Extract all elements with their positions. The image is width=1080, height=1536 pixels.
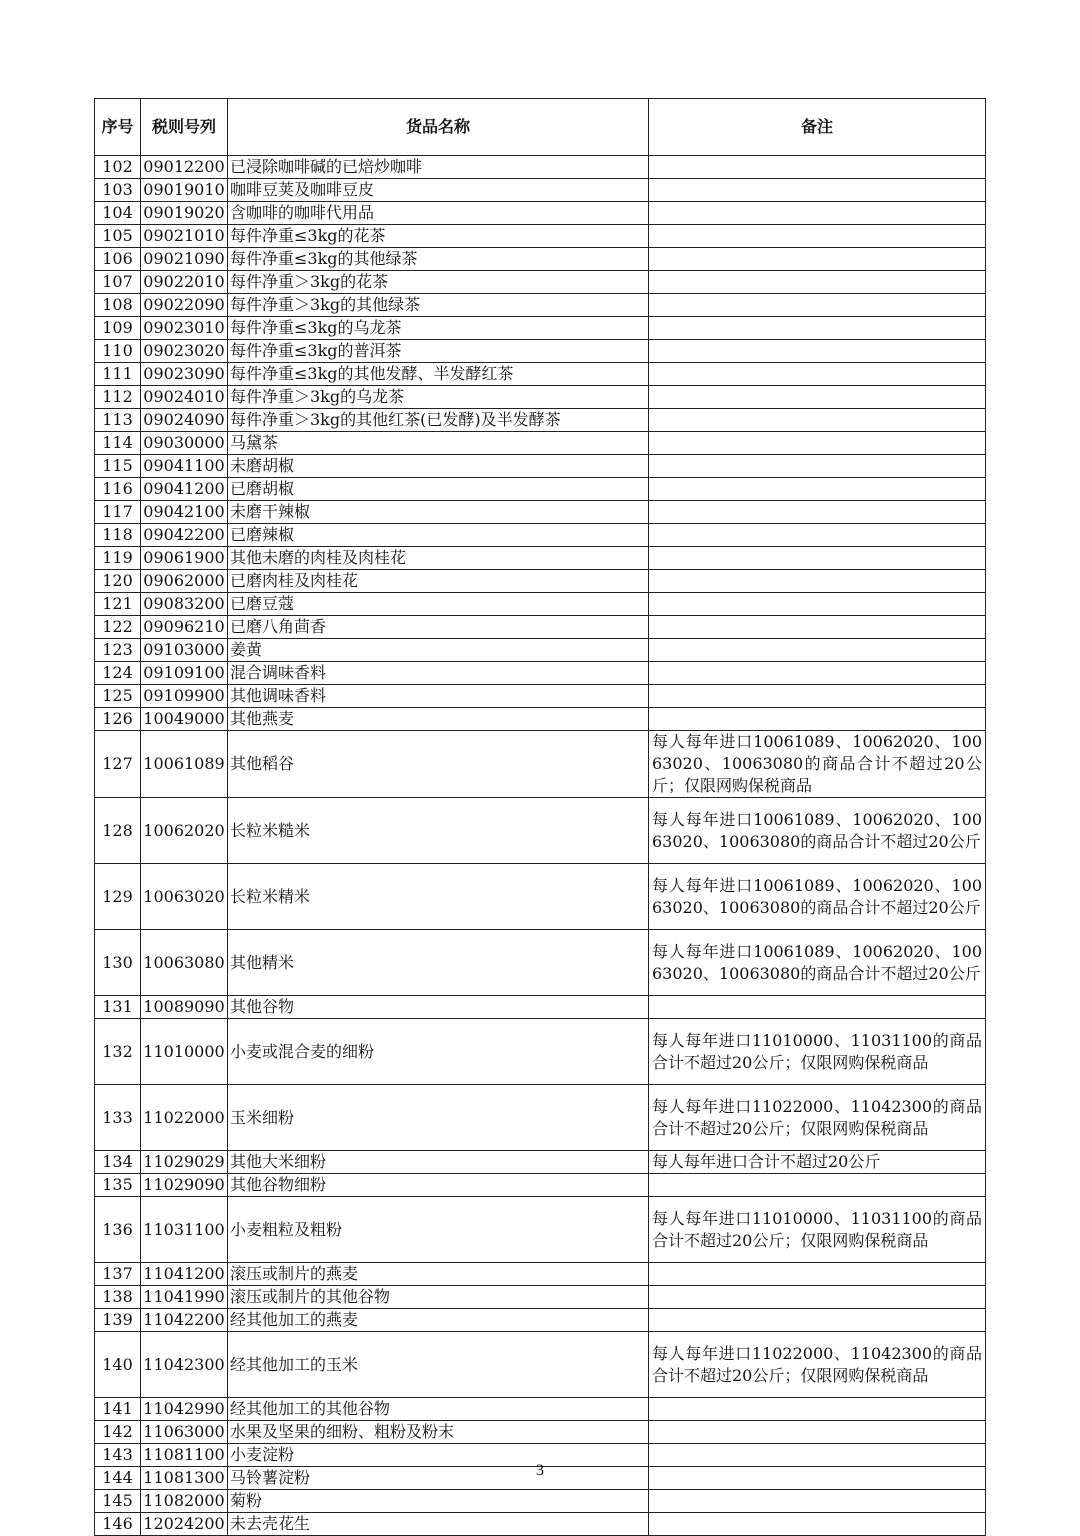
table-row xyxy=(95,455,986,478)
cell-tariff-code: 09024010 xyxy=(141,386,228,409)
cell-tariff-code: 09021090 xyxy=(141,248,228,271)
cell-tariff-code: 10049000 xyxy=(141,708,228,731)
cell-tariff-code: 11042200 xyxy=(141,1309,228,1332)
table-row xyxy=(95,639,986,662)
cell-goods-name: 已磨胡椒 xyxy=(228,478,649,501)
table-row xyxy=(95,501,986,524)
cell-remarks xyxy=(649,317,986,340)
table-row xyxy=(95,340,986,363)
cell-serial-no: 137 xyxy=(95,1263,141,1286)
cell-remarks xyxy=(649,248,986,271)
cell-tariff-code: 09021010 xyxy=(141,225,228,248)
cell-serial-no: 144 xyxy=(95,1467,141,1490)
table-row xyxy=(95,708,986,731)
cell-tariff-code: 11081100 xyxy=(141,1444,228,1467)
cell-tariff-code: 09042100 xyxy=(141,501,228,524)
table-row xyxy=(95,294,986,317)
table-row xyxy=(95,547,986,570)
cell-remarks: 每人每年进口11010000、11031100的商品合计不超过20公斤；仅限网购保税商品 xyxy=(649,1019,986,1085)
table-row xyxy=(95,386,986,409)
cell-remarks xyxy=(649,340,986,363)
table-row xyxy=(95,1151,986,1174)
cell-tariff-code: 09103000 xyxy=(141,639,228,662)
cell-goods-name: 其他未磨的肉桂及肉桂花 xyxy=(228,547,649,570)
cell-serial-no: 108 xyxy=(95,294,141,317)
header-row xyxy=(95,99,986,156)
table-row xyxy=(95,1513,986,1536)
table-row xyxy=(95,1263,986,1286)
cell-goods-name: 经其他加工的其他谷物 xyxy=(228,1398,649,1421)
cell-serial-no: 111 xyxy=(95,363,141,386)
cell-goods-name: 小麦或混合麦的细粉 xyxy=(228,1019,649,1085)
cell-serial-no: 120 xyxy=(95,570,141,593)
cell-remarks xyxy=(649,202,986,225)
cell-remarks xyxy=(649,1398,986,1421)
cell-remarks: 每人每年进口10061089、10062020、10063020、10063080的商品合计不超过20公斤 xyxy=(649,930,986,996)
table-row xyxy=(95,225,986,248)
cell-tariff-code: 10062020 xyxy=(141,798,228,864)
cell-tariff-code: 11041990 xyxy=(141,1286,228,1309)
cell-remarks xyxy=(649,996,986,1019)
cell-goods-name: 每件净重＞3kg的其他绿茶 xyxy=(228,294,649,317)
cell-tariff-code: 11029029 xyxy=(141,1151,228,1174)
cell-remarks xyxy=(649,547,986,570)
cell-tariff-code: 09062000 xyxy=(141,570,228,593)
cell-tariff-code: 09041200 xyxy=(141,478,228,501)
cell-tariff-code: 11081300 xyxy=(141,1467,228,1490)
table-row xyxy=(95,317,986,340)
cell-goods-name: 未磨胡椒 xyxy=(228,455,649,478)
cell-remarks xyxy=(649,409,986,432)
table-row xyxy=(95,662,986,685)
table-row xyxy=(95,409,986,432)
cell-serial-no: 146 xyxy=(95,1513,141,1536)
table-row xyxy=(95,1490,986,1513)
cell-tariff-code: 09023020 xyxy=(141,340,228,363)
cell-serial-no: 128 xyxy=(95,798,141,864)
cell-serial-no: 114 xyxy=(95,432,141,455)
cell-tariff-code: 11010000 xyxy=(141,1019,228,1085)
cell-goods-name: 未去壳花生 xyxy=(228,1513,649,1536)
cell-remarks xyxy=(649,501,986,524)
cell-goods-name: 其他谷物细粉 xyxy=(228,1174,649,1197)
cell-goods-name: 水果及坚果的细粉、粗粉及粉末 xyxy=(228,1421,649,1444)
cell-remarks xyxy=(649,225,986,248)
cell-serial-no: 145 xyxy=(95,1490,141,1513)
cell-serial-no: 132 xyxy=(95,1019,141,1085)
cell-remarks: 每人每年进口11022000、11042300的商品合计不超过20公斤；仅限网购保税商品 xyxy=(649,1085,986,1151)
cell-remarks: 每人每年进口10061089、10062020、10063020、10063080的商品合计不超过20公斤；仅限网购保税商品 xyxy=(649,731,986,798)
cell-serial-no: 127 xyxy=(95,731,141,798)
cell-goods-name: 马黛茶 xyxy=(228,432,649,455)
cell-remarks: 每人每年进口11022000、11042300的商品合计不超过20公斤；仅限网购保税商品 xyxy=(649,1332,986,1398)
cell-remarks: 每人每年进口11010000、11031100的商品合计不超过20公斤；仅限网购保税商品 xyxy=(649,1197,986,1263)
cell-serial-no: 130 xyxy=(95,930,141,996)
table-row xyxy=(95,1197,986,1263)
cell-goods-name: 已浸除咖啡碱的已焙炒咖啡 xyxy=(228,156,649,179)
cell-serial-no: 110 xyxy=(95,340,141,363)
cell-remarks xyxy=(649,386,986,409)
cell-tariff-code: 11041200 xyxy=(141,1263,228,1286)
cell-goods-name: 已磨肉桂及肉桂花 xyxy=(228,570,649,593)
cell-remarks xyxy=(649,593,986,616)
table-row xyxy=(95,1332,986,1398)
cell-goods-name: 每件净重＞3kg的花茶 xyxy=(228,271,649,294)
cell-remarks xyxy=(649,570,986,593)
cell-tariff-code: 09022010 xyxy=(141,271,228,294)
cell-tariff-code: 12024200 xyxy=(141,1513,228,1536)
cell-tariff-code: 11042990 xyxy=(141,1398,228,1421)
cell-goods-name: 其他大米细粉 xyxy=(228,1151,649,1174)
cell-serial-no: 140 xyxy=(95,1332,141,1398)
cell-serial-no: 121 xyxy=(95,593,141,616)
cell-goods-name: 马铃薯淀粉 xyxy=(228,1467,649,1490)
page-number: 3 xyxy=(536,1462,544,1479)
table-row xyxy=(95,1421,986,1444)
cell-goods-name: 含咖啡的咖啡代用品 xyxy=(228,202,649,225)
cell-goods-name: 已磨八角茴香 xyxy=(228,616,649,639)
cell-tariff-code: 11082000 xyxy=(141,1490,228,1513)
cell-tariff-code: 10063020 xyxy=(141,864,228,930)
cell-remarks xyxy=(649,363,986,386)
cell-goods-name: 其他调味香料 xyxy=(228,685,649,708)
cell-tariff-code: 09096210 xyxy=(141,616,228,639)
cell-serial-no: 135 xyxy=(95,1174,141,1197)
table-row xyxy=(95,1174,986,1197)
table-row xyxy=(95,179,986,202)
cell-goods-name: 咖啡豆荚及咖啡豆皮 xyxy=(228,179,649,202)
cell-tariff-code: 10061089 xyxy=(141,731,228,798)
cell-serial-no: 104 xyxy=(95,202,141,225)
cell-goods-name: 其他谷物 xyxy=(228,996,649,1019)
cell-tariff-code: 09042200 xyxy=(141,524,228,547)
cell-tariff-code: 09061900 xyxy=(141,547,228,570)
table-row xyxy=(95,432,986,455)
cell-serial-no: 109 xyxy=(95,317,141,340)
table-row xyxy=(95,524,986,547)
cell-serial-no: 133 xyxy=(95,1085,141,1151)
cell-remarks xyxy=(649,1309,986,1332)
cell-tariff-code: 11022000 xyxy=(141,1085,228,1151)
table-row xyxy=(95,271,986,294)
table-row xyxy=(95,1398,986,1421)
cell-goods-name: 每件净重≤3kg的乌龙茶 xyxy=(228,317,649,340)
cell-serial-no: 105 xyxy=(95,225,141,248)
table-row xyxy=(95,864,986,930)
cell-tariff-code: 09022090 xyxy=(141,294,228,317)
cell-goods-name: 其他精米 xyxy=(228,930,649,996)
cell-serial-no: 139 xyxy=(95,1309,141,1332)
table-row xyxy=(95,478,986,501)
table-row xyxy=(95,1286,986,1309)
table-row xyxy=(95,202,986,225)
table-row xyxy=(95,731,986,798)
cell-goods-name: 长粒米糙米 xyxy=(228,798,649,864)
cell-remarks xyxy=(649,478,986,501)
goods-table xyxy=(94,98,986,1536)
table-row xyxy=(95,570,986,593)
cell-serial-no: 113 xyxy=(95,409,141,432)
header-tariff-code: 税则号列 xyxy=(141,99,228,156)
header-goods-name: 货品名称 xyxy=(228,99,649,156)
cell-tariff-code: 11029090 xyxy=(141,1174,228,1197)
cell-serial-no: 117 xyxy=(95,501,141,524)
cell-tariff-code: 11031100 xyxy=(141,1197,228,1263)
cell-remarks: 每人每年进口10061089、10062020、10063020、10063080的商品合计不超过20公斤 xyxy=(649,864,986,930)
cell-serial-no: 138 xyxy=(95,1286,141,1309)
cell-serial-no: 122 xyxy=(95,616,141,639)
cell-remarks xyxy=(649,1513,986,1536)
cell-goods-name: 经其他加工的燕麦 xyxy=(228,1309,649,1332)
cell-goods-name: 其他燕麦 xyxy=(228,708,649,731)
cell-serial-no: 103 xyxy=(95,179,141,202)
cell-tariff-code: 09109100 xyxy=(141,662,228,685)
cell-remarks xyxy=(649,1286,986,1309)
cell-serial-no: 124 xyxy=(95,662,141,685)
cell-remarks xyxy=(649,179,986,202)
cell-remarks xyxy=(649,708,986,731)
cell-goods-name: 未磨干辣椒 xyxy=(228,501,649,524)
cell-remarks: 每人每年进口合计不超过20公斤 xyxy=(649,1151,986,1174)
cell-remarks xyxy=(649,524,986,547)
cell-serial-no: 112 xyxy=(95,386,141,409)
cell-tariff-code: 09019010 xyxy=(141,179,228,202)
cell-goods-name: 每件净重≤3kg的花茶 xyxy=(228,225,649,248)
table-row xyxy=(95,156,986,179)
cell-goods-name: 菊粉 xyxy=(228,1490,649,1513)
cell-goods-name: 混合调味香料 xyxy=(228,662,649,685)
cell-remarks xyxy=(649,639,986,662)
cell-serial-no: 141 xyxy=(95,1398,141,1421)
cell-remarks xyxy=(649,1263,986,1286)
table-row xyxy=(95,685,986,708)
header-serial-no: 序号 xyxy=(95,99,141,156)
cell-remarks xyxy=(649,432,986,455)
cell-remarks xyxy=(649,685,986,708)
table-row xyxy=(95,593,986,616)
cell-tariff-code: 09041100 xyxy=(141,455,228,478)
table-row xyxy=(95,248,986,271)
cell-serial-no: 107 xyxy=(95,271,141,294)
cell-tariff-code: 09024090 xyxy=(141,409,228,432)
cell-goods-name: 小麦粗粒及粗粉 xyxy=(228,1197,649,1263)
cell-serial-no: 115 xyxy=(95,455,141,478)
cell-goods-name: 姜黄 xyxy=(228,639,649,662)
cell-tariff-code: 09030000 xyxy=(141,432,228,455)
cell-goods-name: 每件净重＞3kg的乌龙茶 xyxy=(228,386,649,409)
cell-tariff-code: 10089090 xyxy=(141,996,228,1019)
table-row xyxy=(95,996,986,1019)
cell-goods-name: 玉米细粉 xyxy=(228,1085,649,1151)
cell-remarks xyxy=(649,294,986,317)
cell-serial-no: 119 xyxy=(95,547,141,570)
cell-remarks xyxy=(649,1490,986,1513)
cell-remarks xyxy=(649,455,986,478)
table-row xyxy=(95,930,986,996)
cell-serial-no: 123 xyxy=(95,639,141,662)
table-row xyxy=(95,1019,986,1085)
cell-goods-name: 滚压或制片的其他谷物 xyxy=(228,1286,649,1309)
cell-goods-name: 已磨豆蔻 xyxy=(228,593,649,616)
header-remarks: 备注 xyxy=(649,99,986,156)
cell-serial-no: 118 xyxy=(95,524,141,547)
cell-serial-no: 106 xyxy=(95,248,141,271)
cell-remarks xyxy=(649,1421,986,1444)
cell-goods-name: 小麦淀粉 xyxy=(228,1444,649,1467)
cell-goods-name: 其他稻谷 xyxy=(228,731,649,798)
cell-serial-no: 125 xyxy=(95,685,141,708)
cell-goods-name: 长粒米精米 xyxy=(228,864,649,930)
cell-goods-name: 每件净重≤3kg的其他发酵、半发酵红茶 xyxy=(228,363,649,386)
cell-remarks xyxy=(649,156,986,179)
table-row xyxy=(95,1309,986,1332)
cell-serial-no: 129 xyxy=(95,864,141,930)
cell-remarks xyxy=(649,662,986,685)
cell-remarks xyxy=(649,271,986,294)
cell-tariff-code: 10063080 xyxy=(141,930,228,996)
cell-tariff-code: 09109900 xyxy=(141,685,228,708)
cell-tariff-code: 09023090 xyxy=(141,363,228,386)
cell-serial-no: 143 xyxy=(95,1444,141,1467)
cell-serial-no: 116 xyxy=(95,478,141,501)
cell-tariff-code: 09019020 xyxy=(141,202,228,225)
cell-serial-no: 142 xyxy=(95,1421,141,1444)
cell-goods-name: 已磨辣椒 xyxy=(228,524,649,547)
cell-goods-name: 每件净重≤3kg的普洱茶 xyxy=(228,340,649,363)
cell-serial-no: 134 xyxy=(95,1151,141,1174)
cell-goods-name: 每件净重＞3kg的其他红茶(已发酵)及半发酵茶 xyxy=(228,409,649,432)
cell-tariff-code: 11063000 xyxy=(141,1421,228,1444)
cell-serial-no: 102 xyxy=(95,156,141,179)
cell-remarks: 每人每年进口10061089、10062020、10063020、10063080的商品合计不超过20公斤 xyxy=(649,798,986,864)
cell-tariff-code: 09012200 xyxy=(141,156,228,179)
table-row xyxy=(95,363,986,386)
table-row xyxy=(95,798,986,864)
cell-remarks xyxy=(649,616,986,639)
cell-tariff-code: 11042300 xyxy=(141,1332,228,1398)
cell-goods-name: 经其他加工的玉米 xyxy=(228,1332,649,1398)
cell-goods-name: 滚压或制片的燕麦 xyxy=(228,1263,649,1286)
cell-serial-no: 126 xyxy=(95,708,141,731)
cell-serial-no: 136 xyxy=(95,1197,141,1263)
table-row xyxy=(95,1085,986,1151)
cell-tariff-code: 09083200 xyxy=(141,593,228,616)
cell-serial-no: 131 xyxy=(95,996,141,1019)
table-row xyxy=(95,616,986,639)
cell-tariff-code: 09023010 xyxy=(141,317,228,340)
cell-goods-name: 每件净重≤3kg的其他绿茶 xyxy=(228,248,649,271)
cell-remarks xyxy=(649,1174,986,1197)
